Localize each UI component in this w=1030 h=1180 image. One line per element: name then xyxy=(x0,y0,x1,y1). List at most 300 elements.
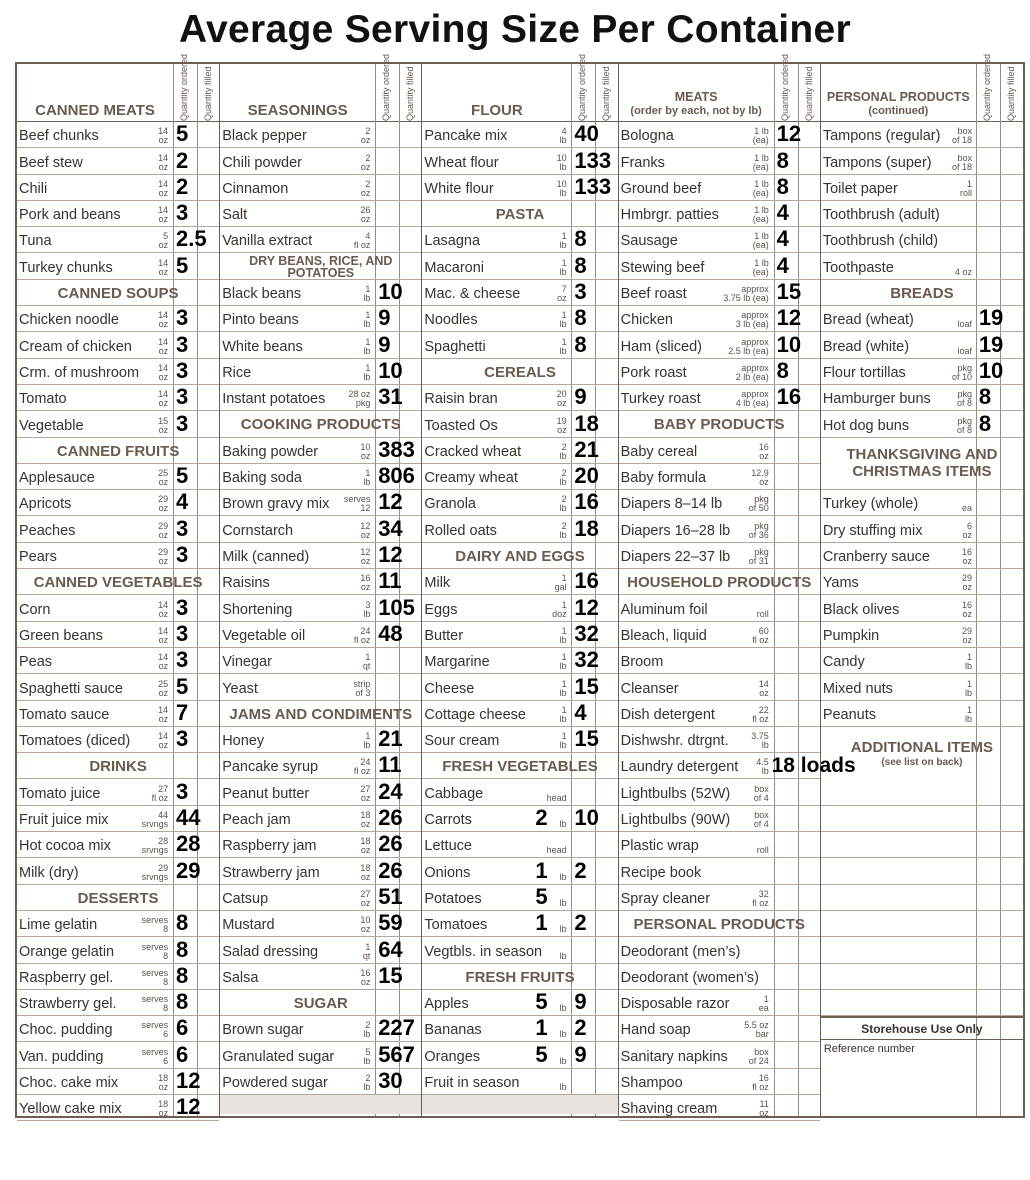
qty-filled-header: Quantity filled xyxy=(203,66,213,121)
qty-ordered-field[interactable]: 26 xyxy=(378,831,403,857)
qty-ordered-field[interactable]: 21 xyxy=(378,726,403,752)
item-size-amount: 14 xyxy=(158,205,169,216)
item-size-amount: box xyxy=(957,126,972,137)
item-name: Peas xyxy=(19,654,53,671)
item-size xyxy=(728,338,769,356)
qty-ordered-field[interactable]: 3 xyxy=(176,331,189,357)
item-name: Stewing beef xyxy=(620,259,705,276)
list-item xyxy=(220,438,421,464)
additional-item-line[interactable] xyxy=(821,779,1023,805)
item-size xyxy=(756,758,769,776)
section-subtext: (see list on back) xyxy=(881,756,963,768)
qty-ordered-field[interactable]: 24 xyxy=(378,778,403,804)
qty-ordered-field[interactable]: 383 xyxy=(378,436,415,462)
item-size-unit: oz xyxy=(158,1108,169,1119)
item-size xyxy=(354,627,371,645)
additional-item-line[interactable] xyxy=(821,858,1023,884)
qty-ordered-field[interactable]: 5 xyxy=(176,673,189,699)
item-size xyxy=(759,1100,769,1118)
item-size-unit: 2 lb (ea) xyxy=(735,371,769,382)
item-name: Vegtbls. in season xyxy=(424,943,543,960)
list-item xyxy=(821,648,1023,674)
list-item xyxy=(422,1042,617,1068)
item-size xyxy=(754,811,769,829)
qty-ordered-header: Quantity ordered xyxy=(779,53,790,121)
item-size-amount: 29 xyxy=(158,494,169,505)
list-item xyxy=(619,858,820,884)
item-size-amount: 1 xyxy=(561,310,567,321)
qty-ordered-field[interactable]: 8 xyxy=(776,173,789,199)
column-header xyxy=(619,53,820,122)
list-item xyxy=(220,753,421,779)
list-item xyxy=(821,253,1023,279)
qty-ordered-field[interactable]: 4 xyxy=(776,200,789,226)
qty-ordered-field[interactable]: 3 xyxy=(176,515,189,541)
item-size-unit: srvngs xyxy=(141,819,169,830)
item-size-amount: box xyxy=(957,152,972,163)
additional-item-line[interactable] xyxy=(821,832,1023,858)
item-size-amount: 27 xyxy=(360,783,371,794)
list-item xyxy=(619,779,820,805)
item-size-amount: 20 xyxy=(556,389,567,400)
list-item xyxy=(619,148,820,174)
section-heading xyxy=(17,280,219,306)
section-heading xyxy=(220,411,421,437)
qty-ordered-field[interactable]: 806 xyxy=(378,463,415,489)
qty-ordered-field[interactable]: 2 xyxy=(574,857,587,883)
qty-ordered-field[interactable]: 12 xyxy=(176,1094,201,1120)
item-size-amount: box xyxy=(754,810,769,821)
item-size-unit: lb xyxy=(363,345,371,356)
qty-ordered-field[interactable]: 31 xyxy=(378,384,403,410)
item-size-amount: 14 xyxy=(158,731,169,742)
qty-ordered-field[interactable]: 26 xyxy=(378,857,403,883)
item-size-amount: approx xyxy=(741,310,769,321)
qty-ordered-field[interactable]: 567 xyxy=(378,1041,415,1067)
item-size xyxy=(142,1048,169,1066)
qty-ordered-field[interactable]: 3 xyxy=(176,778,189,804)
section-heading-text: ADDITIONAL ITEMS xyxy=(850,738,994,756)
qty-ordered-field[interactable]: 3 xyxy=(176,200,189,226)
qty-ordered-field[interactable]: 20 xyxy=(574,463,599,489)
item-size xyxy=(560,680,567,698)
item-size xyxy=(158,1100,168,1118)
list-item xyxy=(17,911,219,937)
qty-ordered-field[interactable]: 44 xyxy=(176,805,201,831)
item-name: Wheat flour xyxy=(424,154,499,171)
additional-item-line[interactable] xyxy=(821,990,1023,1016)
item-size-amount: 29 xyxy=(158,547,169,558)
item-size xyxy=(354,758,371,776)
item-name: Ham (sliced) xyxy=(620,338,702,355)
list-item xyxy=(422,227,617,253)
qty-ordered-field[interactable]: 64 xyxy=(378,936,403,962)
item-name: Dishwshr. dtrgnt. xyxy=(620,733,729,750)
item-name: Lettuce xyxy=(424,838,472,855)
qty-ordered-field[interactable]: 3 xyxy=(176,410,189,436)
qty-ordered-field[interactable]: 12 xyxy=(776,121,802,147)
item-size xyxy=(360,443,370,461)
item-size-unit: roll xyxy=(756,608,769,619)
list-item xyxy=(619,674,820,700)
section-heading-text: JAMS AND CONDIMENTS xyxy=(229,705,413,723)
qty-ordered-field[interactable]: 9 xyxy=(378,331,391,357)
qty-ordered-field[interactable]: 9 xyxy=(378,305,391,331)
item-size xyxy=(751,732,769,750)
list-item xyxy=(619,1016,820,1042)
item-size-amount: serves xyxy=(141,915,169,926)
item-size-amount: 10 xyxy=(556,152,567,163)
qty-ordered-field[interactable]: 30 xyxy=(378,1067,403,1093)
qty-ordered-field[interactable]: 10 xyxy=(378,279,403,305)
item-size-amount: 16 xyxy=(360,967,371,978)
item-name: Cranberry sauce xyxy=(822,549,930,566)
list-item xyxy=(17,858,219,884)
item-size xyxy=(759,995,769,1013)
item-name: Carrots xyxy=(424,812,472,829)
item-name: Crm. of mushroom xyxy=(19,364,140,381)
qty-ordered-field[interactable]: 12 xyxy=(574,594,599,620)
item-size-amount: serves xyxy=(141,941,169,952)
list-item xyxy=(422,622,617,648)
qty-ordered-field[interactable]: 12 xyxy=(378,489,403,515)
item-size xyxy=(360,837,370,855)
item-name: Rolled oats xyxy=(424,522,497,539)
item-size-unit: oz xyxy=(360,187,371,198)
qty-ordered-field[interactable]: 3 xyxy=(176,594,189,620)
qty-ordered-field[interactable]: 3 xyxy=(176,384,189,410)
item-name: Noodles xyxy=(424,312,478,329)
list-item xyxy=(821,569,1023,595)
qty-ordered-field[interactable]: 5 xyxy=(176,121,189,147)
qty-ordered-field[interactable]: 10 xyxy=(574,805,599,831)
item-size-unit: lb xyxy=(559,345,567,356)
qty-ordered-field[interactable]: 2 xyxy=(574,1015,587,1041)
item-size-unit: oz xyxy=(557,293,567,304)
list-item xyxy=(17,227,219,253)
qty-ordered-field[interactable]: 3 xyxy=(176,647,189,673)
item-size-amount: 1 xyxy=(966,704,972,715)
item-size-unit: 4 oz xyxy=(954,266,972,277)
qty-ordered-field[interactable]: 32 xyxy=(574,647,599,673)
item-size-unit: lb xyxy=(363,1055,371,1066)
qty-ordered-field[interactable]: 8 xyxy=(776,357,789,383)
item-size xyxy=(152,785,169,803)
list-item xyxy=(422,464,617,490)
item-name: Pancake mix xyxy=(424,128,508,145)
item-size-unit: oz xyxy=(962,634,972,645)
item-name: Honey xyxy=(222,733,265,750)
qty-ordered-field[interactable]: 7 xyxy=(176,699,189,725)
qty-ordered-field[interactable]: 6 xyxy=(176,1015,189,1041)
item-size-amount: 14 xyxy=(158,257,169,268)
qty-ordered-field[interactable]: 29 xyxy=(176,857,201,883)
additional-item-line[interactable] xyxy=(821,937,1023,963)
column-heading-text: CANNED MEATS xyxy=(35,102,155,119)
additional-item-line[interactable] xyxy=(821,911,1023,937)
item-name: Peanuts xyxy=(822,706,877,723)
qty-ordered-field[interactable]: 16 xyxy=(776,384,802,410)
item-size-amount: 12.9 xyxy=(751,468,769,479)
qty-ordered-field[interactable]: 5 xyxy=(176,252,189,278)
item-size xyxy=(560,952,567,961)
section-heading xyxy=(220,253,421,279)
list-item xyxy=(220,569,421,595)
list-item xyxy=(422,701,617,727)
list-item xyxy=(220,306,421,332)
qty-ordered-field[interactable]: 28 xyxy=(176,831,201,857)
qty-ordered-field[interactable]: 2 xyxy=(574,910,587,936)
item-size-unit: head xyxy=(546,792,567,803)
column-header xyxy=(821,53,1023,122)
item-name: Cleanser xyxy=(620,680,679,697)
item-name: Dish detergent xyxy=(620,706,715,723)
qty-ordered-field[interactable]: 8 xyxy=(574,331,587,357)
list-item xyxy=(220,227,421,253)
qty-ordered-field[interactable]: 4 xyxy=(776,226,789,252)
qty-ordered-field[interactable]: 4 xyxy=(574,699,587,725)
qty-ordered-field[interactable]: 16 xyxy=(574,489,599,515)
item-size xyxy=(962,574,972,592)
column-1 xyxy=(17,53,220,1120)
item-size xyxy=(960,180,972,198)
item-size-unit: oz xyxy=(360,135,371,146)
list-item xyxy=(619,937,820,963)
qty-ordered-field[interactable]: 3 xyxy=(176,357,189,383)
item-size xyxy=(142,1021,169,1039)
item-name: Peanut butter xyxy=(222,785,310,802)
item-name: Hand soap xyxy=(620,1022,691,1039)
qty-ordered-field[interactable]: 9 xyxy=(574,384,587,410)
qty-ordered-field[interactable]: 26 xyxy=(378,805,403,831)
item-size xyxy=(753,127,769,145)
item-size-unit: of 3 xyxy=(355,687,371,698)
qty-ordered-field[interactable]: 8 xyxy=(574,226,587,252)
qty-ordered-field[interactable]: 21 xyxy=(574,436,599,462)
item-size-unit: bar xyxy=(755,1029,769,1040)
list-item xyxy=(422,1016,617,1042)
column-heading-sub: (continued) xyxy=(868,105,929,117)
item-size xyxy=(142,969,169,987)
list-item xyxy=(619,964,820,990)
qty-ordered-field[interactable]: 3 xyxy=(176,726,189,752)
item-size xyxy=(965,680,972,698)
item-size-amount: 4.5 xyxy=(756,757,769,768)
item-name: Vegetable oil xyxy=(222,627,306,644)
qty-ordered-field[interactable]: 51 xyxy=(378,883,403,909)
item-size xyxy=(363,943,371,961)
item-size-unit: oz xyxy=(360,529,371,540)
item-name: Ground beef xyxy=(620,180,702,197)
qty-ordered-field[interactable]: 8 xyxy=(978,384,992,410)
item-size-unit: lb xyxy=(559,161,567,172)
item-size xyxy=(962,627,972,645)
item-size-unit: oz xyxy=(158,713,169,724)
qty-ordered-field[interactable]: 12 xyxy=(176,1067,201,1093)
qty-ordered-field[interactable]: 34 xyxy=(378,515,403,541)
qty-ordered-field[interactable]: 9 xyxy=(574,1041,587,1067)
qty-ordered-field[interactable]: 3 xyxy=(176,305,189,331)
qty-ordered-field[interactable]: 105 xyxy=(378,594,415,620)
qty-ordered-field[interactable]: 8 xyxy=(574,305,587,331)
additional-item-line[interactable] xyxy=(821,806,1023,832)
item-size xyxy=(360,890,370,908)
item-size xyxy=(962,548,972,566)
qty-ordered-field[interactable]: 10 xyxy=(378,357,403,383)
qty-ordered-field[interactable]: 4 xyxy=(776,252,789,278)
qty-ordered-field[interactable]: 15 xyxy=(574,673,599,699)
list-item xyxy=(220,332,421,358)
item-size-amount: 29 xyxy=(158,520,169,531)
qty-ordered-field[interactable]: 18 xyxy=(574,515,599,541)
list-item xyxy=(220,1069,421,1095)
qty-ordered-field[interactable]: 12 xyxy=(378,542,403,568)
list-item xyxy=(220,201,421,227)
qty-ordered-field[interactable]: 133 xyxy=(574,173,612,199)
item-size-amount: 1 xyxy=(365,652,371,663)
item-size-amount: 6 xyxy=(966,520,972,531)
qty-ordered-field[interactable]: 48 xyxy=(378,620,403,646)
qty-ordered-field[interactable]: 8 xyxy=(176,936,189,962)
qty-ordered-field[interactable]: 19 xyxy=(978,331,1004,357)
item-name: Tomato xyxy=(19,391,67,408)
item-size-unit: 4 lb (ea) xyxy=(735,398,769,409)
item-name: Shampoo xyxy=(620,1074,683,1091)
qty-ordered-field[interactable]: 12 xyxy=(776,305,802,331)
qty-ordered-field[interactable]: 10 xyxy=(978,357,1004,383)
qty-ordered-field[interactable]: 5 xyxy=(176,463,189,489)
item-name: Cornstarch xyxy=(222,522,294,539)
item-size xyxy=(363,338,370,356)
item-size xyxy=(560,899,567,908)
qty-ordered-field[interactable]: 59 xyxy=(378,910,403,936)
item-size-unit: oz xyxy=(158,214,169,225)
list-item xyxy=(220,832,421,858)
item-size xyxy=(560,443,567,461)
list-item xyxy=(422,253,617,279)
item-size-unit: oz xyxy=(158,503,169,514)
item-size xyxy=(962,504,972,513)
item-size-unit: fl oz xyxy=(752,634,769,645)
item-name: Raspberry jam xyxy=(222,838,317,855)
item-name: Bread (white) xyxy=(822,338,910,355)
item-name: Tampons (regular) xyxy=(822,128,941,145)
column-body xyxy=(17,122,219,1121)
list-item xyxy=(17,937,219,963)
qty-ordered-field[interactable]: 133 xyxy=(574,147,612,173)
item-size-amount: 18 xyxy=(360,836,371,847)
item-name: Diapers 8–14 lb xyxy=(620,496,723,513)
list-item xyxy=(619,990,820,1016)
unused-area xyxy=(422,1095,617,1114)
qty-ordered-field[interactable]: 2.5 xyxy=(176,226,207,252)
section-heading xyxy=(17,569,219,595)
item-size-amount: 1 xyxy=(365,468,371,479)
item-size-unit: lb xyxy=(761,740,769,751)
section-heading xyxy=(17,753,219,779)
item-name: Mixed nuts xyxy=(822,680,893,697)
qty-ordered-field[interactable]: 8 xyxy=(776,147,789,173)
qty-ordered-field[interactable]: 8 xyxy=(176,989,189,1015)
item-size-unit: oz xyxy=(158,187,169,198)
item-size-unit: 12 xyxy=(360,503,371,514)
page-title: Average Serving Size Per Container xyxy=(179,8,851,51)
item-name: Hot dog buns xyxy=(822,417,910,434)
item-name: Corn xyxy=(19,601,51,618)
item-name: Flour tortillas xyxy=(822,364,906,381)
qty-ordered-field[interactable]: 3 xyxy=(176,542,189,568)
additional-item-line[interactable] xyxy=(821,964,1023,990)
item-size-amount: 14 xyxy=(158,310,169,321)
additional-item-line[interactable] xyxy=(821,885,1023,911)
qty-ordered-field[interactable]: 8 xyxy=(978,410,992,436)
list-item xyxy=(619,464,820,490)
item-size-amount: 2 xyxy=(365,1072,371,1083)
section-heading-text: PASTA xyxy=(495,205,545,223)
item-size xyxy=(158,1074,168,1092)
item-size xyxy=(560,1004,567,1013)
item-name: Vegetable xyxy=(19,417,84,434)
item-name: Yeast xyxy=(222,680,258,697)
qty-ordered-field[interactable]: 6 xyxy=(176,1041,189,1067)
item-name: Broom xyxy=(620,654,664,671)
qty-ordered-field[interactable]: 40 xyxy=(574,121,599,147)
qty-ordered-field[interactable]: 32 xyxy=(574,620,599,646)
item-size-unit: lb xyxy=(559,950,567,961)
item-size-amount: 2 xyxy=(561,494,567,505)
handwritten-amount: 1 xyxy=(535,910,548,936)
qty-ordered-field[interactable]: 10 xyxy=(776,331,802,357)
qty-ordered-field[interactable]: 18 xyxy=(574,410,599,436)
qty-ordered-field[interactable]: 11 xyxy=(378,568,402,594)
item-size-unit: oz xyxy=(759,477,769,488)
qty-ordered-field[interactable]: 15 xyxy=(378,962,403,988)
item-size-unit: oz xyxy=(557,398,567,409)
qty-ordered-field[interactable]: 19 xyxy=(978,305,1004,331)
qty-ordered-field[interactable]: 2 xyxy=(176,147,189,173)
qty-ordered-field[interactable]: 11 xyxy=(378,752,402,778)
qty-ordered-field[interactable]: 15 xyxy=(776,279,802,305)
qty-ordered-field[interactable]: 8 xyxy=(176,962,189,988)
qty-ordered-field[interactable]: 16 xyxy=(574,568,599,594)
list-item xyxy=(619,306,820,332)
qty-ordered-field[interactable]: 3 xyxy=(176,620,189,646)
qty-ordered-field[interactable]: 15 xyxy=(574,726,599,752)
item-name: Van. pudding xyxy=(19,1048,104,1065)
item-size-unit: oz xyxy=(360,819,371,830)
qty-ordered-field[interactable]: 4 xyxy=(176,489,189,515)
qty-ordered-field[interactable]: 8 xyxy=(574,252,587,278)
column-heading-text: SEASONINGS xyxy=(247,102,348,119)
item-size xyxy=(158,522,168,540)
list-item xyxy=(220,490,421,516)
item-size xyxy=(158,680,168,698)
qty-ordered-field[interactable]: 2 xyxy=(176,173,189,199)
list-item xyxy=(220,648,421,674)
qty-ordered-field[interactable]: 8 xyxy=(176,910,189,936)
qty-ordered-field[interactable]: 3 xyxy=(574,279,587,305)
qty-ordered-field[interactable]: 9 xyxy=(574,989,587,1015)
item-name: Baby formula xyxy=(620,470,707,487)
qty-ordered-field[interactable]: 227 xyxy=(378,1015,415,1041)
item-size-amount: 16 xyxy=(961,599,972,610)
item-name: Creamy wheat xyxy=(424,470,518,487)
item-name: Applesauce xyxy=(19,470,95,487)
item-name: Baking powder xyxy=(222,443,319,460)
item-size-unit: lb xyxy=(964,661,972,672)
item-size xyxy=(158,206,168,224)
item-size xyxy=(560,1030,567,1039)
